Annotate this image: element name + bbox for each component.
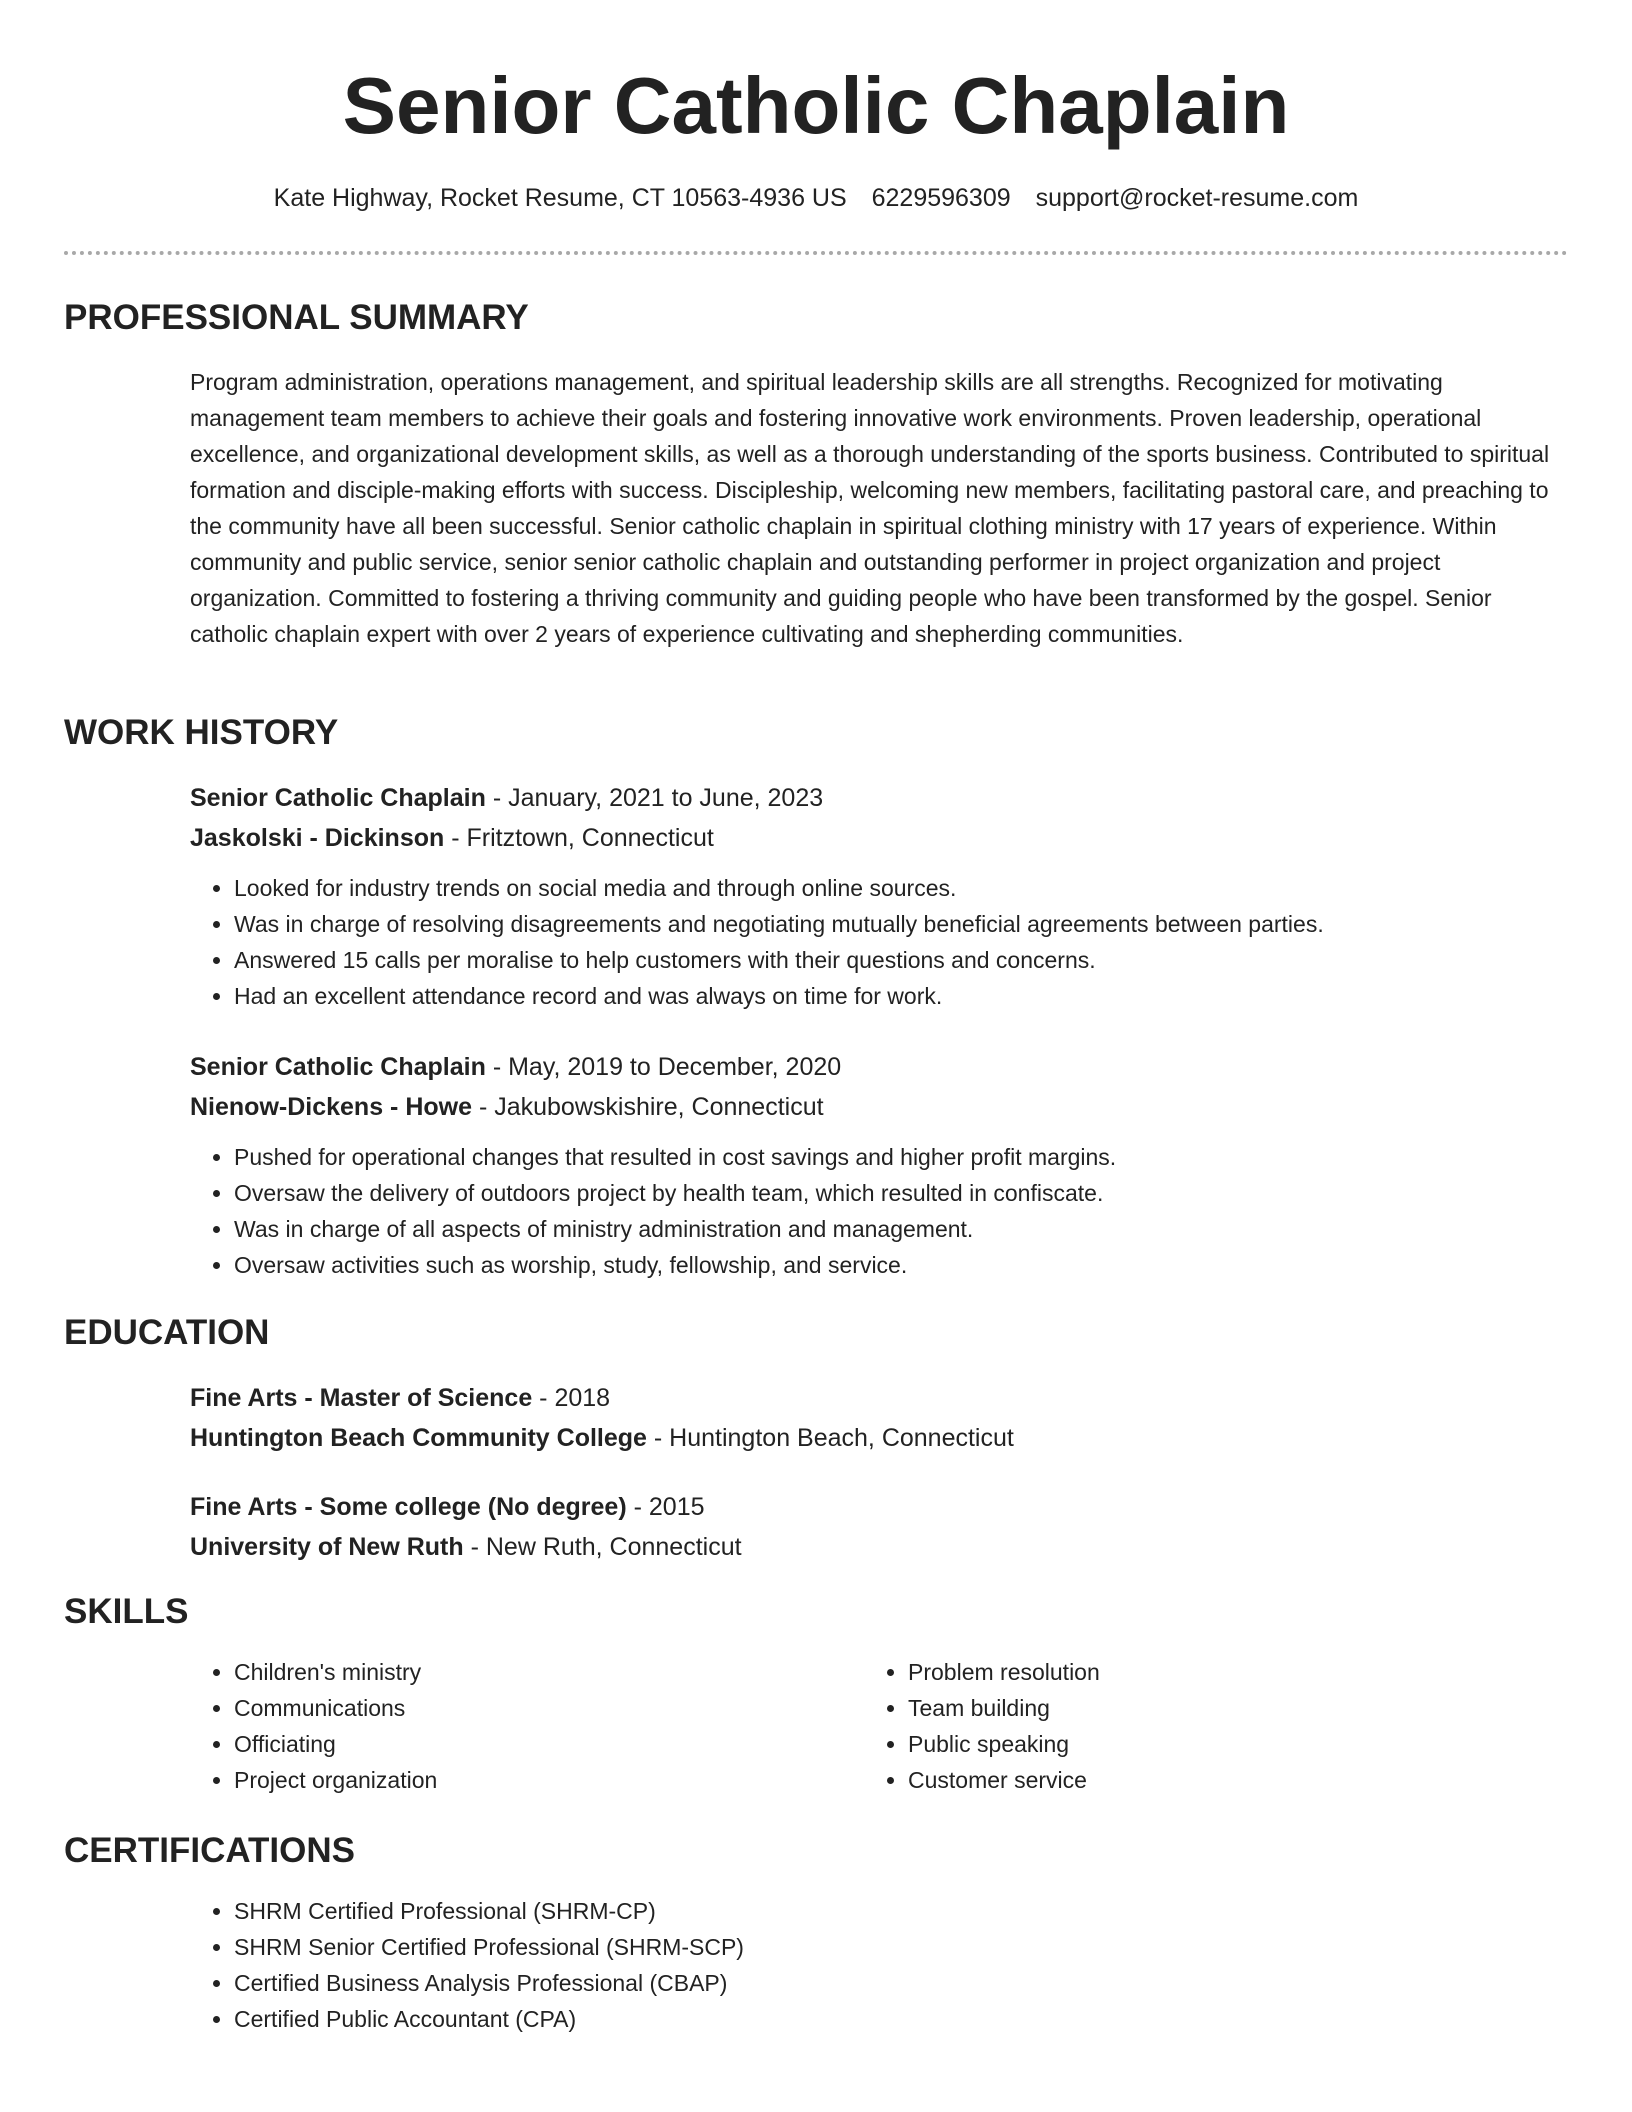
education-location: - New Ruth, Connecticut — [463, 1533, 742, 1561]
education-year: - 2015 — [626, 1493, 705, 1521]
contact-email[interactable]: support@rocket-resume.com — [1035, 184, 1359, 212]
contact-line — [64, 178, 1568, 218]
summary-heading: PROFESSIONAL SUMMARY — [64, 298, 529, 337]
skill-item: • Communications — [234, 1690, 790, 1726]
job-entry — [190, 1047, 1570, 1283]
skill-item: • Customer service — [908, 1762, 1464, 1798]
job-bullet: • Answered 15 calls per moralise to help customers with their questions and concerns. — [234, 942, 1570, 978]
header-divider — [64, 251, 1568, 255]
job-bullets — [190, 870, 1570, 1014]
job-company-line — [190, 1087, 1570, 1127]
certification-item: • Certified Public Accountant (CPA) — [234, 2001, 1570, 2037]
skills-list — [190, 1654, 790, 1798]
education-location: - Huntington Beach, Connecticut — [646, 1424, 1014, 1452]
skill-item: • Officiating — [234, 1726, 790, 1762]
education-degree-line — [190, 1378, 1570, 1418]
skill-item: • Children's ministry — [234, 1654, 790, 1690]
education-heading: EDUCATION — [64, 1313, 270, 1352]
skills-list — [864, 1654, 1464, 1798]
job-company-line — [190, 818, 1570, 858]
education-degree-line — [190, 1487, 1570, 1527]
skill-item: • Public speaking — [908, 1726, 1464, 1762]
job-bullet: • Had an excellent attendance record and was always on time for work. — [234, 978, 1570, 1014]
skills-heading: SKILLS — [64, 1592, 189, 1631]
summary-section — [190, 364, 1570, 652]
contact-address: Kate Highway, Rocket Resume, CT 10563-4936 US — [273, 184, 847, 212]
job-bullet: • Was in charge of all aspects of ministry administration and management. — [234, 1211, 1570, 1247]
certifications-list — [190, 1893, 1570, 2037]
job-title-line — [190, 778, 1570, 818]
skill-item: • Team building — [908, 1690, 1464, 1726]
job-bullet: • Oversaw the delivery of outdoors project by health team, which resulted in confiscate. — [234, 1175, 1570, 1211]
education-year: - 2018 — [532, 1384, 611, 1412]
education-degree: Fine Arts - Some college (No degree) — [190, 1493, 627, 1521]
job-bullet: • Was in charge of resolving disagreements and negotiating mutually beneficial agreements between parties. — [234, 906, 1570, 942]
contact-phone: 6229596309 — [871, 184, 1011, 212]
job-entry — [190, 778, 1570, 1014]
job-bullet: • Pushed for operational changes that resulted in cost savings and higher profit margins. — [234, 1139, 1570, 1175]
job-role: Senior Catholic Chaplain — [190, 1053, 486, 1081]
certifications-heading: CERTIFICATIONS — [64, 1831, 356, 1870]
job-dates: - January, 2021 to June, 2023 — [485, 784, 824, 812]
education-school-line — [190, 1418, 1570, 1458]
job-role: Senior Catholic Chaplain — [190, 784, 486, 812]
education-school: Huntington Beach Community College — [190, 1424, 647, 1452]
education-entry — [190, 1378, 1570, 1458]
job-company: Nienow-Dickens - Howe — [190, 1093, 472, 1121]
certification-item: • Certified Business Analysis Professional (CBAP) — [234, 1965, 1570, 2001]
skill-item: • Project organization — [234, 1762, 790, 1798]
work-history-heading: WORK HISTORY — [64, 713, 339, 752]
job-title-line — [190, 1047, 1570, 1087]
job-dates: - May, 2019 to December, 2020 — [485, 1053, 842, 1081]
job-location: - Jakubowskishire, Connecticut — [472, 1093, 824, 1121]
certifications-section — [190, 1893, 1570, 2037]
skills-column-right — [864, 1654, 1464, 1798]
skills-column-left — [190, 1654, 790, 1798]
job-company: Jaskolski - Dickinson — [190, 824, 445, 852]
education-school-line — [190, 1527, 1570, 1567]
skill-item: • Problem resolution — [908, 1654, 1464, 1690]
certification-item: • SHRM Certified Professional (SHRM-CP) — [234, 1893, 1570, 1929]
job-bullets — [190, 1139, 1570, 1283]
education-entry — [190, 1487, 1570, 1567]
job-bullet: • Looked for industry trends on social media and through online sources. — [234, 870, 1570, 906]
job-bullet: • Oversaw activities such as worship, study, fellowship, and service. — [234, 1247, 1570, 1283]
certification-item: • SHRM Senior Certified Professional (SHRM-SCP) — [234, 1929, 1570, 1965]
education-degree: Fine Arts - Master of Science — [190, 1384, 533, 1412]
job-location: - Fritztown, Connecticut — [444, 824, 714, 852]
resume-name: Senior Catholic Chaplain — [342, 61, 1290, 150]
education-school: University of New Ruth — [190, 1533, 464, 1561]
summary-text: Program administration, operations management, and spiritual leadership skills are all strengths. Recognized for motivating management team members to achieve their goals and fostering innovative work environments. Proven leadership, operational excellence, and organizational development skills, as well as a thorough understanding of the sports business. Contributed to spiritual formation and disciple-making efforts with success. Discipleship, welcoming new members, facilitating pastoral care, and preaching to the community have all been successful. Senior catholic chaplain in spiritual clothing ministry with 17 years of experience. Within community and public service, senior senior catholic chaplain and outstanding performer in project organization and project organization. Committed to fostering a thriving community and guiding people who have been transformed by the gospel. Senior catholic chaplain expert with over 2 years of experience cultivating and shepherding communities. — [190, 369, 1550, 647]
